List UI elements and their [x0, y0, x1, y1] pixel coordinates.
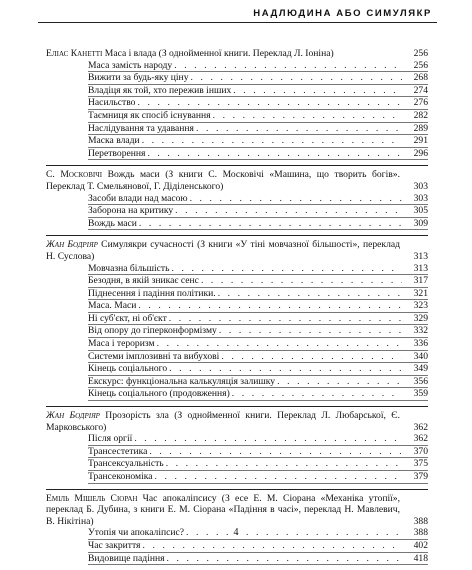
subitem-page: 303 [413, 192, 428, 204]
dot-leader [134, 433, 402, 445]
dot-leader [155, 471, 402, 483]
dot-leader [172, 263, 402, 275]
entry-title: Прозорість зла (З однойменної книги. Переклад Л. Любарської, Є. Марковського) [46, 410, 400, 433]
entry-title: Вождь маси (З книги С. Московічі «Машина, що творить богів». Переклад Т. Смельянової, Г. Діділенського) [46, 169, 401, 192]
toc-section [46, 48, 428, 160]
dot-leader [191, 72, 403, 84]
dot-leader [149, 446, 402, 458]
dot-leader [233, 85, 402, 97]
toc-subitem [88, 85, 428, 98]
toc-subitem [88, 148, 428, 161]
toc-subitem [88, 263, 428, 276]
subitem-page: 359 [413, 388, 428, 400]
toc-subitem [88, 60, 428, 73]
toc-entry [46, 493, 428, 528]
subitem-label: Системи імплозивні та вибухові [88, 350, 220, 362]
entry-page: 303 [413, 180, 428, 192]
page-number: 4 [233, 527, 239, 538]
subitem-label: Мовчазна більшість [88, 262, 170, 274]
subitem-label: Насильство [88, 97, 136, 109]
toc-subitem [88, 363, 428, 376]
dot-leader [139, 218, 402, 230]
subitem-page: 388 [413, 527, 428, 539]
subitem-label: Заборона на критику [88, 205, 174, 217]
entry-page: 388 [413, 515, 428, 527]
subitem-page: 276 [413, 97, 428, 109]
entry-title: Маса і влада (З однойменної книги. Переклад Л. Іоніна) [102, 48, 334, 59]
entry-page: 362 [413, 421, 428, 433]
subitem-label: Перетворення [88, 147, 146, 159]
subitem-label: Маса. Маси [88, 300, 137, 312]
subitem-label: Ні суб'єкт, ні об'єкт [88, 312, 167, 324]
toc-subitem [88, 205, 428, 218]
toc-subitem [88, 97, 428, 110]
subitem-label: Від опору до гіперконформізму [88, 325, 217, 337]
dot-leader [137, 97, 402, 109]
toc-subitem [88, 275, 428, 288]
entry-title: Час апокаліпсису (З есе Е. М. Сіорана «Механіка утопії», переклад Б. Дубина, з книги Е. М. Сіорана «Падіння в часі», переклад Н. Мавлевич, В. Нікітіна) [46, 492, 400, 527]
subitem-page: 340 [413, 350, 428, 362]
header-rule [38, 22, 437, 23]
toc-subitem [88, 110, 428, 123]
dot-leader [218, 288, 402, 300]
subitem-label: Таємниця як спосіб існування [88, 109, 211, 121]
entry-page: 313 [413, 250, 428, 262]
subitem-label: Маса і тероризм [88, 338, 155, 350]
subitem-label: Безодня, в якій зникає сенс [88, 275, 199, 287]
toc-entry [46, 410, 428, 433]
toc-subitem [88, 433, 428, 446]
entry-author: Еміль Мішель Сіоран [46, 492, 138, 504]
dot-leader [174, 60, 402, 72]
toc-subitem [88, 313, 428, 326]
subitem-page: 313 [413, 262, 428, 274]
toc-subitem [88, 300, 428, 313]
subitem-label: Вождь маси [88, 217, 137, 229]
subitem-label: Кінець соціального [88, 363, 168, 375]
subitem-label: Владіця як той, хто пережив інших [88, 84, 232, 96]
subitem-page: 379 [413, 471, 428, 482]
subitem-page: 375 [413, 458, 428, 470]
subitem-label: Після оргії [88, 433, 133, 445]
subitem-page: 321 [413, 287, 428, 299]
running-title: НАДЛЮДИНА АБО СИМУЛЯКР [253, 8, 432, 19]
entry-author: С. Московічі [46, 169, 103, 181]
toc-subitem [88, 388, 428, 401]
subitem-label: Кінець соціального (продовження) [88, 388, 230, 400]
subitem-label: Засоби влади над масою [88, 192, 188, 204]
toc-subitem [88, 123, 428, 136]
subitem-label: Час закриття [88, 539, 141, 551]
dot-leader [277, 376, 402, 388]
subitem-label: Піднесення і падіння політики. [88, 287, 216, 299]
subitem-label: Наслідування та удавання [88, 122, 194, 134]
subitem-page: 289 [413, 122, 428, 134]
toc-subitem [88, 351, 428, 364]
subitem-label: Трансестетика [88, 445, 148, 457]
dot-leader [147, 148, 402, 160]
subitem-page: 268 [413, 72, 428, 84]
subitem-page: 362 [413, 433, 428, 445]
subitem-page: 282 [413, 109, 428, 121]
subitem-page: 323 [413, 300, 428, 312]
dot-leader [213, 110, 402, 122]
subitem-page: 336 [413, 338, 428, 350]
toc-section [46, 165, 428, 230]
dot-leader [196, 123, 402, 135]
dot-leader [219, 325, 402, 337]
toc-section [46, 406, 428, 484]
subitem-page: 291 [413, 135, 428, 147]
toc-entry [46, 169, 428, 192]
entry-title: Симулякри сучасності (З книги «У тіні мовчазної більшості», переклад Н. Суслова) [46, 239, 400, 262]
toc-subitem [88, 471, 428, 484]
subitem-page: 305 [413, 205, 428, 217]
dot-leader [190, 193, 402, 205]
subitem-label: Вижити за будь-яку ціну [88, 72, 189, 84]
subitem-page: 274 [413, 84, 428, 96]
toc-subitem [88, 553, 428, 566]
dot-leader [138, 300, 402, 312]
toc-entry [46, 48, 428, 60]
toc-subitem [88, 135, 428, 148]
subitem-label: Видовище падіння [88, 552, 165, 564]
toc-subitem [88, 218, 428, 231]
subitem-page: 370 [413, 445, 428, 457]
dot-leader [201, 275, 402, 287]
dot-leader [169, 313, 402, 325]
subitem-label: Трансекономіка [88, 471, 153, 482]
subitem-page: 418 [413, 552, 428, 564]
subitem-page: 256 [413, 59, 428, 71]
subitem-label: Екскурс: функціональна калькуляція залишку [88, 375, 276, 387]
dot-leader [142, 135, 402, 147]
subitem-label: Трансексуальність [88, 458, 164, 470]
dot-leader [175, 205, 402, 217]
dot-leader [166, 458, 402, 470]
subitem-label: Маска влади [88, 135, 140, 147]
table-of-contents [46, 48, 428, 570]
entry-page: 256 [413, 48, 428, 59]
subitem-page: 296 [413, 147, 428, 159]
dot-leader [232, 388, 402, 400]
toc-subitem [88, 376, 428, 389]
entry-author: Жан Бодріяр [46, 410, 100, 422]
toc-subitem [88, 72, 428, 85]
toc-subitem [88, 325, 428, 338]
dot-leader [167, 553, 402, 565]
entry-author: Еліас Канетті [46, 48, 103, 59]
subitem-page: 317 [413, 275, 428, 287]
dot-leader [142, 540, 402, 552]
subitem-page: 309 [413, 217, 428, 229]
dot-leader [169, 363, 402, 375]
toc-subitem [88, 288, 428, 301]
dot-leader [157, 338, 402, 350]
subitem-label: Утопія чи апокаліпсис? [88, 527, 185, 539]
dot-leader [221, 351, 402, 363]
subitem-page: 356 [413, 375, 428, 387]
subitem-page: 402 [413, 539, 428, 551]
toc-subitem [88, 446, 428, 459]
entry-author: Жан Бодріяр [46, 239, 98, 251]
toc-entry [46, 239, 428, 262]
toc-subitem [88, 458, 428, 471]
toc-subitem [88, 193, 428, 206]
toc-subitem [88, 338, 428, 351]
subitem-label: Маса замість народу [88, 59, 173, 71]
toc-section [46, 235, 428, 401]
subitem-page: 329 [413, 312, 428, 324]
toc-subitem [88, 540, 428, 553]
subitem-page: 332 [413, 325, 428, 337]
subitem-page: 349 [413, 363, 428, 375]
